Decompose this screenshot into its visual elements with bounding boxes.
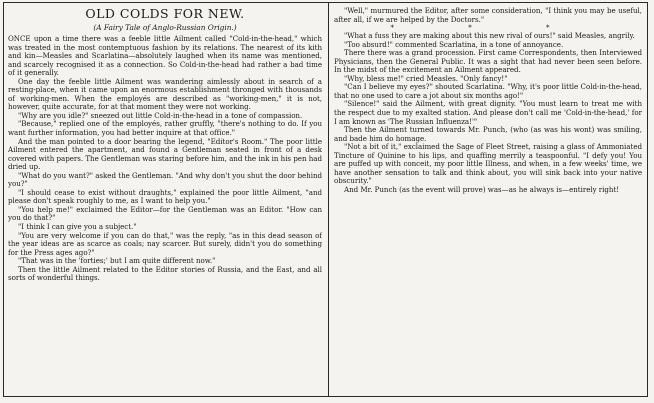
paragraph: "Why, bless me!" cried Measles. "Only fancy!" — [344, 73, 508, 83]
right-column — [334, 7, 642, 395]
paragraph: "What a fuss they are making about this new rival of ours!" said Measles, angrily. — [344, 31, 635, 41]
paragraph: "You are very welcome if you can do that," was the reply, "as in this dead season of the year ideas are as scarce as coals; nay scarcer. But surely, didn't you do something for the Press ages ago?" — [8, 230, 322, 257]
paragraph: "That was in the 'forties;' but I am quite different now." — [18, 256, 216, 266]
paragraph: "Not a bit of it," exclaimed the Sage of Fleet Street, raising a glass of Ammoniated Tincture of Quinine to his lips, and quaffing merrily a teaspoonful. "I defy you! You are puffed up with conceit, my poor little Illness, and when, in a few weeks' time, we have another sensation to talk and think about, you will sink back into your native obscurity." — [334, 142, 642, 186]
paragraph: And the man pointed to a door bearing the legend, "Editor's Room." The poor little Ailment entered the apartment, and found a Gentleman seated in front of a desk covered with papers. The Gentleman was staring before him, and the ink in his pen had dried up. — [8, 136, 322, 172]
paragraph: "You help me!" exclaimed the Editor—for the Gentleman was an Editor. "How can you do that?" — [8, 204, 322, 223]
left-paragraphs — [8, 35, 322, 283]
paragraph: "I should cease to exist without draughts," explained the poor little Ailment, "and please don't speak roughly to me, as I want to help you." — [8, 187, 322, 206]
paragraph: "Silence!" said the Ailment, with great dignity. "You must learn to treat me with the respect due to my exalted station. And please don't call me 'Cold-in-the-head,' for I am known as 'The Russian Influenza!'" — [334, 99, 642, 126]
paragraph: "What do you want?" asked the Gentleman. "And why don't you shut the door behind you?" — [8, 170, 322, 189]
article-title: OLD COLDS FOR NEW. — [85, 7, 245, 21]
paragraph: "Too absurd!" commented Scarlatina, in a tone of annoyance. — [344, 39, 564, 49]
column-divider — [328, 2, 329, 397]
section-separator: * * * — [390, 24, 586, 33]
paragraph: And Mr. Punch (as the event will prove) was—as he always is—entirely right! — [344, 184, 620, 194]
paragraph: "Well," murmured the Editor, after some consideration, "I think you may be useful, after all, if we are helped by the Doctors." — [334, 7, 642, 24]
paragraph: "Because," replied one of the employés, rather gruffly, "there's nothing to do. If you want further information, you had better inquire at that office." — [8, 119, 322, 138]
left-column — [8, 7, 322, 395]
article-subtitle: (A Fairy Tale of Anglo-Russian Origin.) — [93, 23, 237, 32]
paragraph: "Can I believe my eyes?" shouted Scarlatina. "Why, it's poor little Cold-in-the-head, that no one used to care a jot about six months ago!" — [334, 82, 642, 100]
paragraph: There there was a grand procession. First came Correspondents, then Interviewed Physicians, then the General Public. It was a sight that had never been seen before. In the midst of the excitement an Ailment appeared. — [334, 48, 642, 75]
paragraph: ONCE upon a time there was a feeble little Ailment called "Cold-in-the-head," which was treated in the most contemptuous fashion by its relations. The nearest of its kith and kin—Measles and Scarlatina—absolutely laughed when its name was mentioned, and scarcely recognised it as a connection. So Cold-in-the-head had rather a bad time of it generally. — [8, 34, 322, 78]
paragraph: "Why are you idle?" sneezed out little Cold-in-the-head in a tone of compassion. — [18, 110, 303, 120]
paragraph: One day the feeble little Ailment was wandering aimlessly about in search of a resting-place, when it came upon an enormous establishment thronged with thousands of working-men. When the employés are described as "working-men," it is not, however, quite accurate, for at that moment they were not working. — [8, 76, 322, 112]
paragraph: Then the Ailment turned towards Mr. Punch, (who (as was his wont) was smiling, and bade him do homage. — [334, 125, 642, 143]
paragraph: Then the little Ailment related to the Editor stories of Russia, and the East, and all sorts of wonderful things. — [8, 264, 322, 283]
paragraph: "I think I can give you a subject." — [18, 222, 137, 232]
